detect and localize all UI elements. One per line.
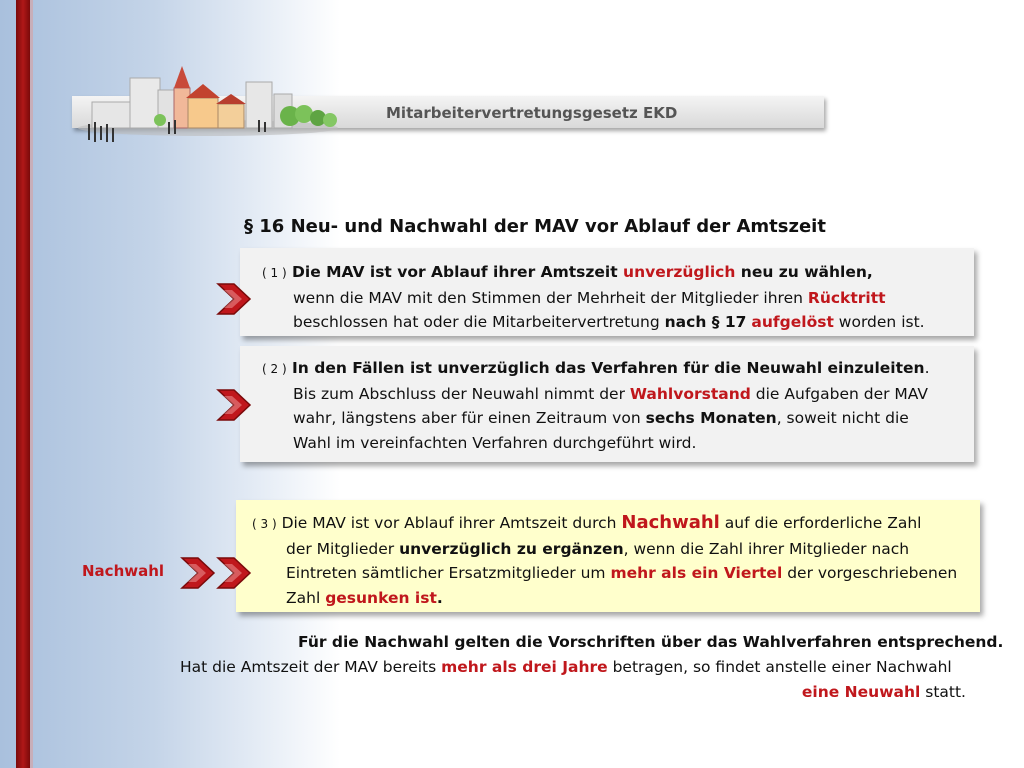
section-heading: § 16 Neu- und Nachwahl der MAV vor Ablauf der Amtszeit [244, 216, 826, 237]
footer-line-1: Für die Nachwahl gelten die Vorschriften über das Wahlverfahren entsprechend. [298, 633, 1004, 651]
paragraph-2: ( 2 ) In den Fällen ist unverzüglich das Verfahren für die Neuwahl einzuleiten. Bis zum Abschluss der Neuwahl nimmt der Wahlvorstand die Aufgaben der MAV wahr, längstens aber für einen Zeitraum von sechs Monaten, soweit nicht die Wahl im vereinfachten Verfahren durchgeführt wird. [262, 359, 930, 452]
footer-line-2: Hat die Amtszeit der MAV bereits mehr als drei Jahre betragen, so findet anstelle einer Nachwahl [180, 658, 952, 676]
left-red-bar-edge [30, 0, 33, 768]
double-chevron-arrow-icon [180, 556, 262, 590]
double-chevron-arrow-icon [216, 282, 266, 316]
footer-line-3: eine Neuwahl statt. [801, 683, 966, 701]
town-illustration [78, 58, 358, 162]
paragraph-1: ( 1 ) Die MAV ist vor Ablauf ihrer Amtszeit unverzüglich neu zu wählen, wenn die MAV mit den Stimmen der Mehrheit der Mitglieder ihren Rücktritt beschlossen hat oder die Mitarbeitervertretung nach § 17 aufgelöst worden ist. [262, 263, 925, 331]
paragraph-3: ( 3 ) Die MAV ist vor Ablauf ihrer Amtszeit durch Nachwahl auf die erforderliche Zahl der Mitglieder unverzüglich zu ergänzen, wenn die Zahl ihrer Mitglieder nach Eintreten sämtlicher Ersatzmitglieder um mehr als ein Viertel der vorgeschriebenen Zahl gesunken ist. [252, 512, 958, 607]
double-chevron-arrow-icon [216, 388, 266, 422]
nachwahl-side-label: Nachwahl [82, 562, 165, 580]
header-title: Mitarbeitervertretungsgesetz EKD [386, 104, 678, 122]
left-red-bar [16, 0, 30, 768]
